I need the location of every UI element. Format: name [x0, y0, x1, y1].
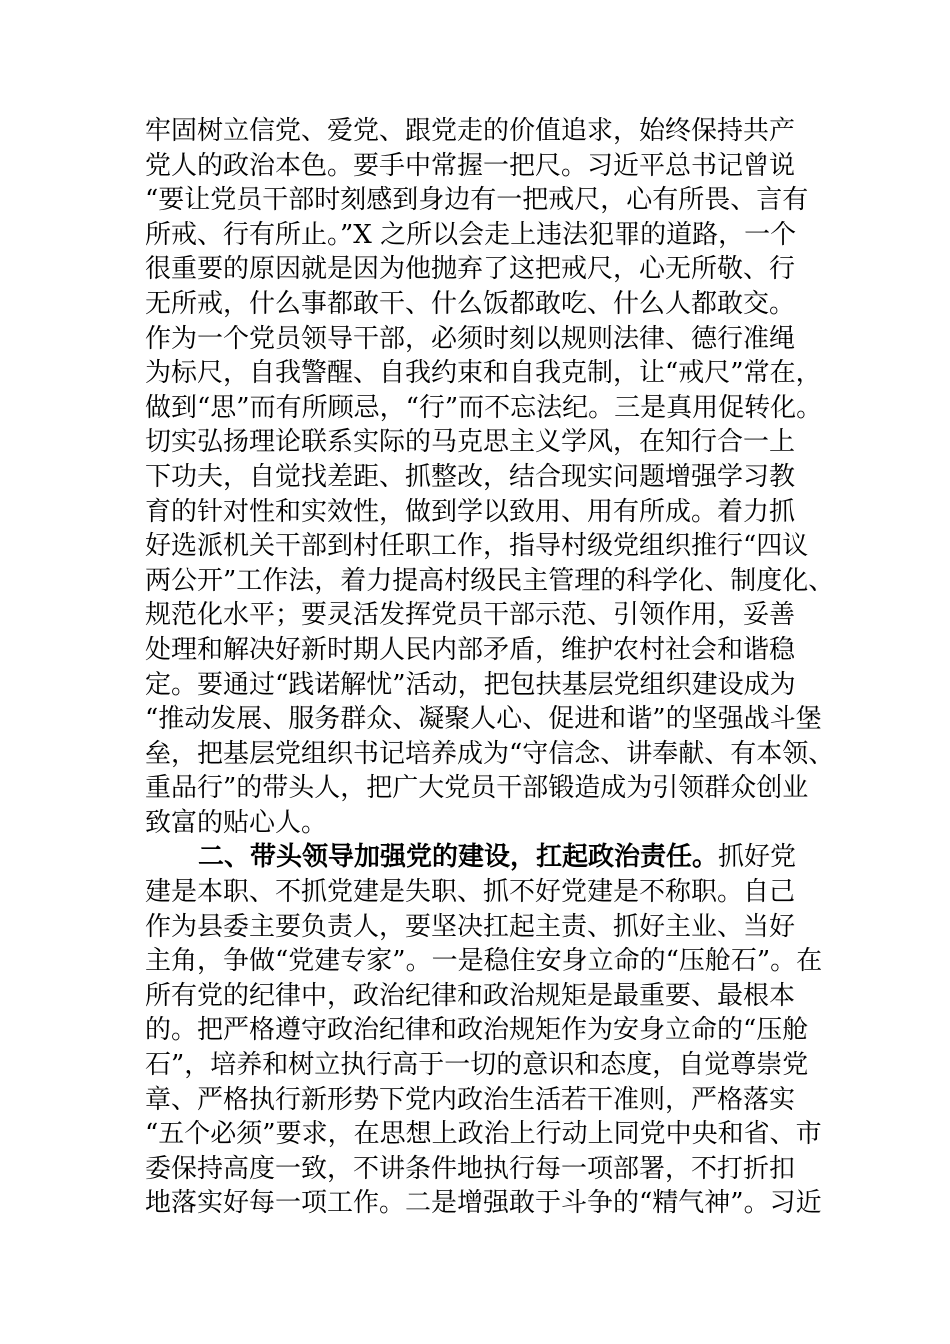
paragraph-1-line: 定。要通过“践诺解忧”活动，把包扶基层党组织建设成为: [145, 669, 796, 700]
paragraph-2-line: 地落实好每一项工作。二是增强敢于斗争的“精气神”。习近: [145, 1188, 822, 1219]
paragraph-2-first-line-text: 抓好党: [718, 842, 797, 873]
paragraph-1-line: 重品行”的带头人，把广大党员干部锻造成为引领群众创业: [145, 773, 809, 804]
paragraph-1-line: 垒，把基层党组织书记培养成为“守信念、讲奉献、有本领、: [145, 738, 835, 769]
paragraph-1-line: 为标尺，自我警醒、自我约束和自我克制，让“戒尺”常在，: [145, 358, 822, 389]
paragraph-2-line: 委保持高度一致，不讲条件地执行每一项部署，不打折扣: [145, 1153, 796, 1184]
document-body: [145, 114, 835, 1221]
section-heading: 二、带头领导加强党的建设，扛起政治责任。: [198, 842, 719, 873]
paragraph-1-line: 处理和解决好新时期人民内部矛盾，维护农村社会和谐稳: [145, 634, 796, 665]
paragraph-1-line: 作为一个党员领导干部，必须时刻以规则法律、德行准绳: [145, 323, 796, 354]
paragraph-2-line: “五个必须”要求，在思想上政治上行动上同党中央和省、市: [145, 1119, 822, 1150]
paragraph-1-line: “要让党员干部时刻感到身边有一把戒尺，心有所畏、言有: [145, 185, 809, 216]
paragraph-1-line: 做到“思”而有所顾忌，“行”而不忘法纪。三是真用促转化。: [145, 392, 823, 423]
paragraph-2-first-line: [145, 840, 835, 875]
paragraph-1-line: 党人的政治本色。要手中常握一把尺。习近平总书记曾说: [145, 150, 796, 181]
paragraph-2-line: 主角，争做“党建专家”。一是稳住安身立命的“压舱石”。在: [145, 946, 823, 977]
paragraph-1-line: 育的针对性和实效性，做到学以致用、用有所成。着力抓: [145, 496, 796, 527]
paragraph-1-line: 无所戒，什么事都敢干、什么饭都敢吃、什么人都敢交。: [145, 288, 796, 319]
paragraph-1-line: 下功夫，自觉找差距、抓整改，结合现实问题增强学习教: [145, 461, 796, 492]
paragraph-1-line: 好选派机关干部到村任职工作，指导村级党组织推行“四议: [145, 531, 809, 562]
paragraph-1-line: 致富的贴心人。: [145, 807, 328, 838]
paragraph-2-line: 的。把严格遵守政治纪律和政治规矩作为安身立命的“压舱: [145, 1015, 809, 1046]
paragraph-2-line: 建是本职、不抓党建是失职、抓不好党建是不称职。自己: [145, 877, 796, 908]
paragraph-1-line: 很重要的原因就是因为他抛弃了这把戒尺，心无所敬、行: [145, 254, 796, 285]
paragraph-1-line: 牢固树立信党、爱党、跟党走的价值追求，始终保持共产: [145, 116, 796, 146]
paragraph-1-line: 所戒、行有所止。”X 之所以会走上违法犯罪的道路，一个: [145, 219, 797, 250]
paragraph-2-line: 石”，培养和树立执行高于一切的意识和态度，自觉尊崇党: [145, 1050, 809, 1081]
paragraph-2-line: 所有党的纪律中，政治纪律和政治规矩是最重要、最根本: [145, 980, 796, 1011]
paragraph-2-line: 章、严格执行新形势下党内政治生活若干准则，严格落实: [145, 1084, 796, 1115]
paragraph-1-line: 切实弘扬理论联系实际的马克思主义学风，在知行合一上: [145, 427, 796, 458]
paragraph-1-line: 两公开”工作法，着力提高村级民主管理的科学化、制度化、: [145, 565, 835, 596]
paragraph-2-line: 作为县委主要负责人，要坚决扛起主责、抓好主业、当好: [145, 911, 796, 942]
paragraph-1-line: 规范化水平；要灵活发挥党员干部示范、引领作用，妥善: [145, 600, 796, 631]
paragraph-1-line: “推动发展、服务群众、凝聚人心、促进和谐”的坚强战斗堡: [145, 704, 822, 735]
